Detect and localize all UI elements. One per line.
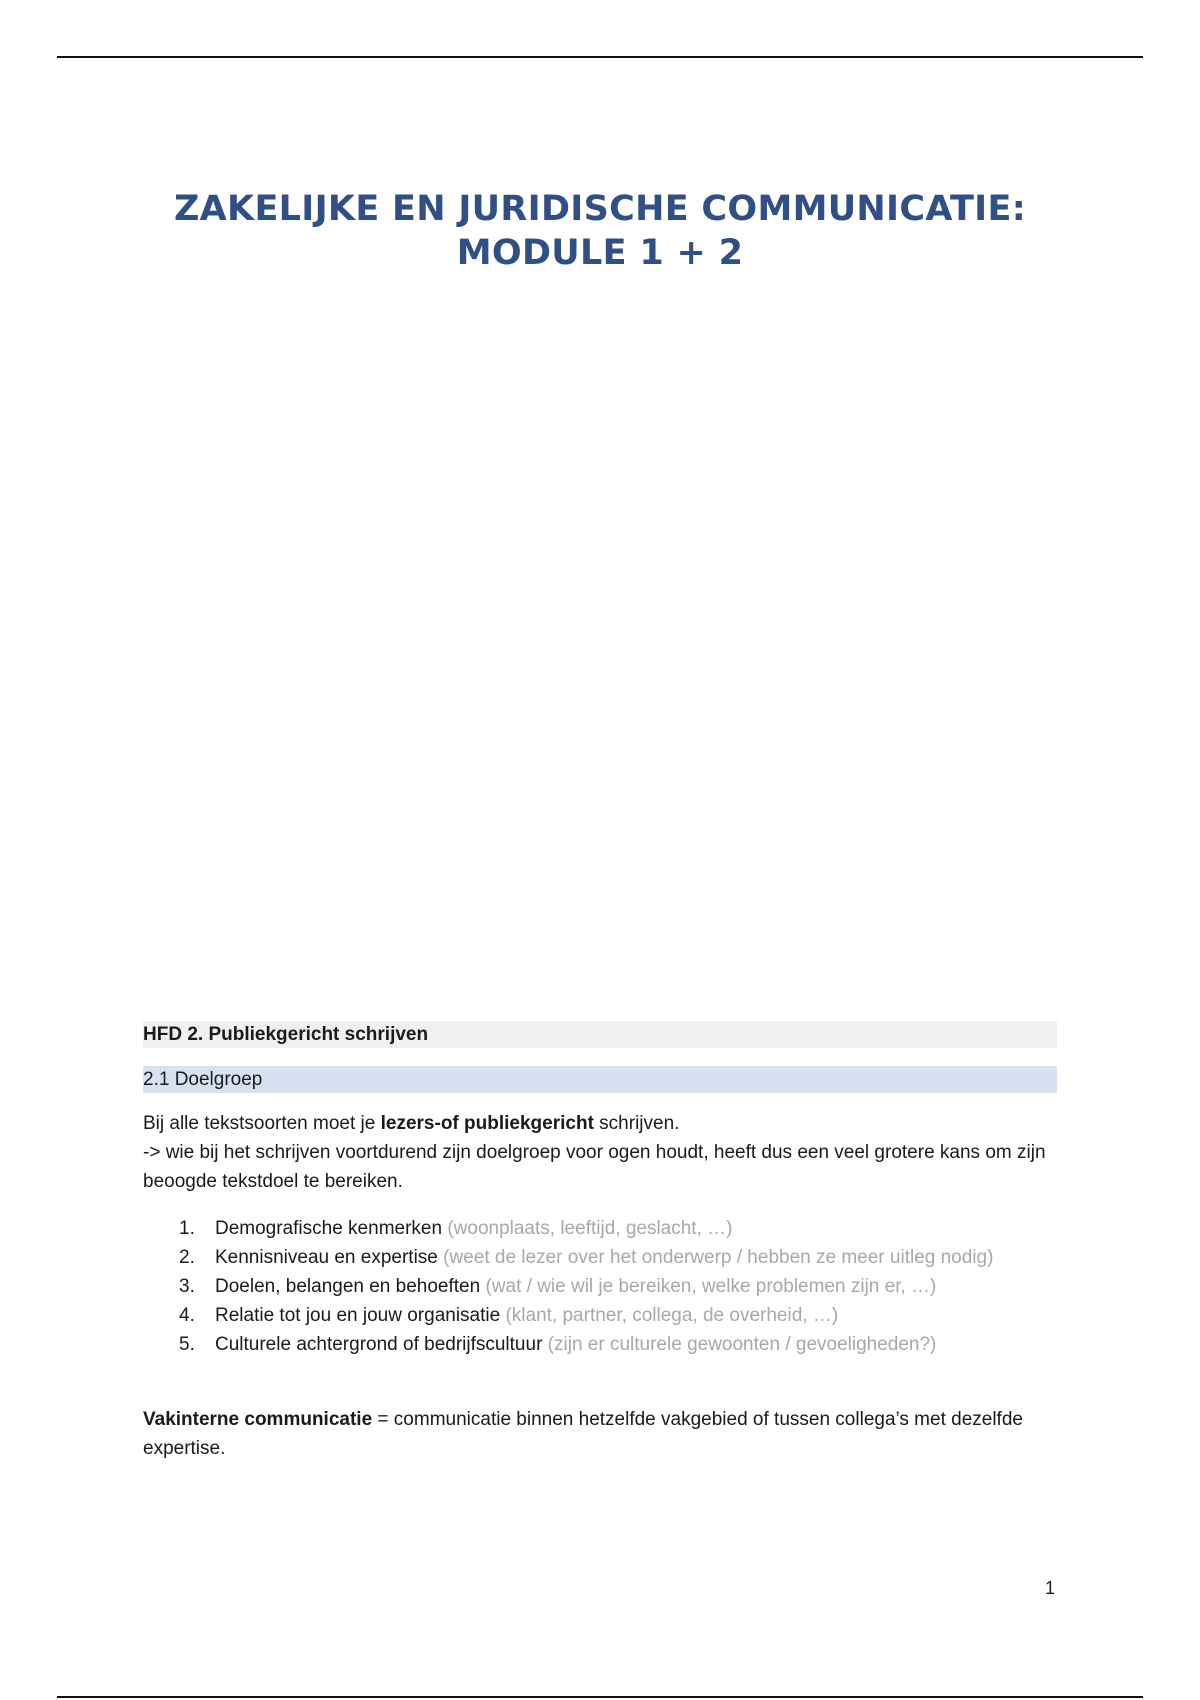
list-item-note: (klant, partner, collega, de overheid, …) [500,1305,839,1326]
audience-characteristics-list [143,1214,1057,1359]
intro-line-2: -> wie bij het schrijven voortdurend zijn doelgroep voor ogen houdt, heeft dus een veel grotere kans om zijn beoogde tekstdoel te bereiken. [143,1142,1046,1192]
list-item [143,1301,1057,1330]
list-item-number: 3. [179,1276,195,1297]
definition-paragraph [143,1405,1057,1463]
list-item-note: (woonplaats, leeftijd, geslacht, …) [442,1218,733,1239]
list-item-number: 5. [179,1334,195,1355]
list-item-label: Culturele achtergrond of bedrijfscultuur [215,1334,543,1355]
page-number: 1 [1045,1578,1056,1598]
definition-text: = communicatie binnen hetzelfde vakgebied of tussen collega’s met dezelfde expertise. [143,1409,1023,1459]
footer-rule [57,1696,1143,1698]
list-item-note: (weet de lezer over het onderwerp / hebben ze meer uitleg nodig) [437,1247,994,1268]
section-heading: 2.1 Doelgroep [143,1066,1057,1093]
list-item-label: Demografische kenmerken [215,1218,443,1239]
list-item-number: 2. [179,1247,195,1268]
list-item [143,1272,1057,1301]
definition-term: Vakinterne communicatie [143,1409,373,1430]
list-item [143,1243,1057,1272]
document-title-line-2: MODULE 1 + 2 [456,233,744,274]
intro-prefix: Bij alle tekstsoorten moet je [143,1113,381,1134]
document-title [0,187,1200,275]
list-item [143,1330,1057,1359]
list-item-number: 4. [179,1305,195,1326]
intro-suffix: schrijven. [593,1113,680,1134]
intro-paragraph [143,1109,1057,1196]
intro-emphasis: lezers-of publiekgericht [380,1113,594,1134]
document-title-line-1: ZAKELIJKE EN JURIDISCHE COMMUNICATIE: [173,189,1026,230]
main-content [143,1021,1057,1463]
intro-line-1 [143,1109,1057,1138]
list-item-label: Doelen, belangen en behoeften [215,1276,481,1297]
list-item [143,1214,1057,1243]
list-item-label: Relatie tot jou en jouw organisatie [215,1305,501,1326]
list-item-note: (zijn er culturele gewoonten / gevoeligheden?) [542,1334,937,1355]
chapter-heading: HFD 2. Publiekgericht schrijven [143,1021,1057,1048]
list-item-number: 1. [179,1218,195,1239]
header-rule [57,56,1143,58]
list-item-note: (wat / wie wil je bereiken, welke problemen zijn er, …) [480,1276,937,1297]
list-item-label: Kennisniveau en expertise [215,1247,438,1268]
